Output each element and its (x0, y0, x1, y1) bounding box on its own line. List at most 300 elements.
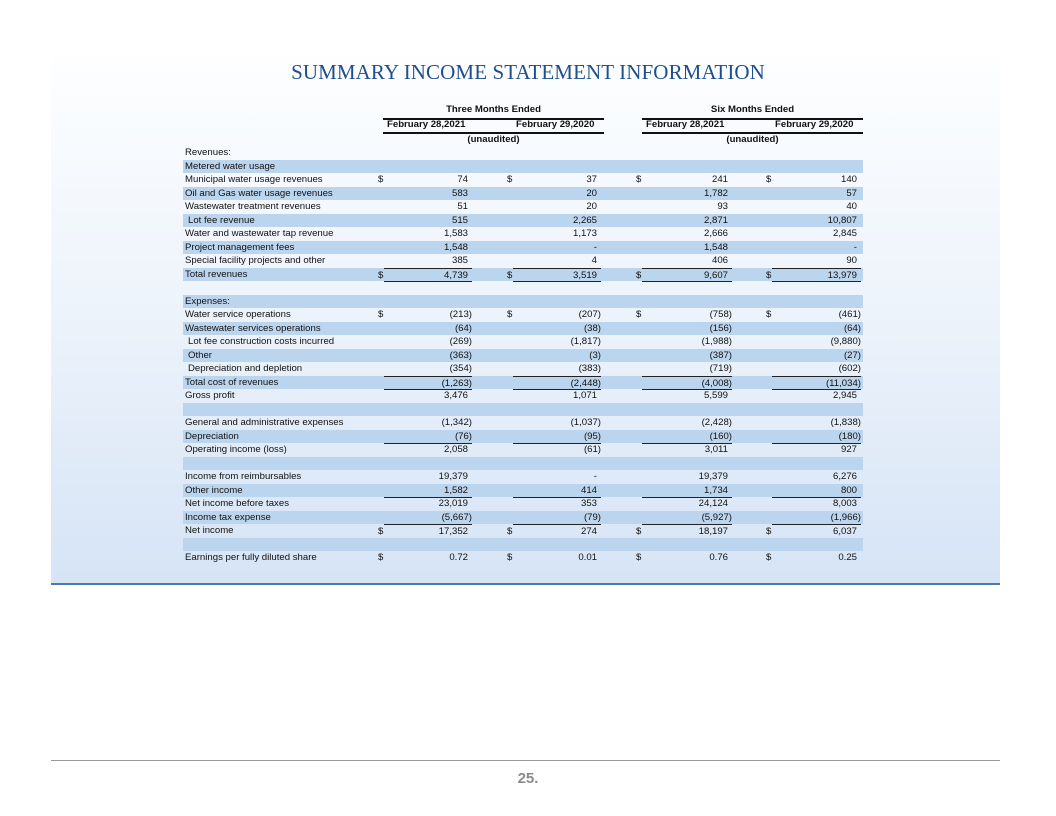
row-label: Lot fee revenue (188, 214, 255, 226)
value: (38) (583, 322, 601, 334)
value: - (593, 471, 597, 482)
row-label: General and administrative expenses (185, 417, 344, 428)
table-row (183, 362, 863, 376)
value: 19,379 (438, 471, 468, 482)
value-cell (513, 457, 601, 471)
value: 1,548 (703, 241, 728, 253)
value-cell (384, 443, 472, 457)
value-cell (642, 146, 732, 160)
value-cell (513, 214, 601, 228)
value-cell (642, 403, 732, 417)
value: 241 (711, 174, 728, 185)
table-row (183, 214, 863, 228)
value-cell (513, 470, 601, 484)
header-date: February 28,2021 (387, 119, 466, 130)
value-cell (384, 295, 472, 309)
value: 24,124 (698, 498, 728, 509)
table-row (183, 551, 863, 565)
table-row (183, 268, 863, 282)
value-cell (513, 376, 601, 390)
value: 8,003 (832, 498, 857, 509)
value: (79) (583, 511, 601, 523)
row-label: Expenses: (185, 295, 230, 307)
value-cell (642, 295, 732, 309)
value: 0.25 (838, 552, 857, 563)
value-cell (513, 146, 601, 160)
value: (3) (589, 349, 601, 361)
value-cell (513, 389, 601, 403)
value: (387) (709, 349, 732, 361)
value-cell (772, 187, 861, 201)
table-row (183, 295, 863, 309)
row-label: Revenues: (185, 147, 231, 158)
value: 140 (840, 174, 857, 185)
value-cell (772, 470, 861, 484)
row-label: Wastewater services operations (185, 322, 321, 334)
value-cell (384, 146, 472, 160)
value: 2,871 (703, 214, 728, 226)
header-group-three-months (383, 104, 604, 118)
currency-symbol: $ (378, 269, 384, 281)
table-row (183, 308, 863, 322)
value: 20 (586, 187, 597, 199)
row-label: Oil and Gas water usage revenues (185, 187, 333, 199)
currency-symbol: $ (766, 174, 772, 185)
row-label: Other (188, 349, 212, 361)
value: 13,979 (827, 269, 857, 281)
currency-symbol: $ (766, 526, 772, 537)
value-cell (384, 241, 472, 255)
table-row (183, 227, 863, 241)
value: (1,817) (570, 336, 601, 347)
value-cell (642, 349, 732, 363)
value: 515 (451, 214, 468, 226)
table-row (183, 497, 863, 511)
table-row (183, 457, 863, 471)
value-cell (772, 389, 861, 403)
table-row (183, 349, 863, 363)
value: (180) (838, 430, 861, 442)
value: (602) (838, 363, 861, 374)
value-cell (766, 268, 861, 282)
value: 4 (591, 255, 597, 266)
page-title: SUMMARY INCOME STATEMENT INFORMATION (291, 60, 765, 84)
value: 2,666 (703, 228, 728, 239)
value-cell (384, 497, 472, 511)
value-cell (513, 497, 601, 511)
value-cell (384, 376, 472, 390)
value: - (853, 241, 857, 253)
value: 4,739 (443, 269, 468, 281)
value: 1,548 (443, 241, 468, 253)
value-cell (766, 173, 861, 187)
table-row (183, 443, 863, 457)
value: (5,927) (701, 511, 732, 523)
value-cell (772, 281, 861, 295)
header-date: February 29,2020 (775, 119, 854, 130)
table-body (183, 146, 863, 565)
value: (64) (454, 322, 472, 334)
value-cell (772, 416, 861, 430)
currency-symbol: $ (636, 269, 642, 281)
currency-symbol: $ (378, 309, 384, 320)
value-cell (642, 187, 732, 201)
currency-symbol: $ (766, 552, 772, 563)
value: (1,263) (441, 377, 472, 389)
value-cell (642, 497, 732, 511)
value: (269) (449, 336, 472, 347)
value: (9,880) (830, 336, 861, 347)
value-cell (642, 254, 732, 268)
value-cell (772, 362, 861, 376)
value-cell (772, 430, 861, 444)
table-row (183, 200, 863, 214)
table-row (183, 173, 863, 187)
value-cell (513, 403, 601, 417)
currency-symbol: $ (766, 309, 772, 320)
value: (4,008) (701, 377, 732, 389)
value-cell (772, 146, 861, 160)
value: (207) (578, 309, 601, 320)
value-cell (384, 227, 472, 241)
value: 1,071 (572, 390, 597, 401)
row-label: Net income before taxes (185, 498, 289, 509)
value-cell (642, 511, 732, 525)
value: 51 (457, 201, 468, 212)
value-cell (507, 308, 601, 322)
value-cell (513, 160, 601, 174)
currency-symbol: $ (507, 174, 513, 185)
header-unaudited-note: (unaudited) (467, 134, 520, 145)
value-cell (513, 254, 601, 268)
row-label: Income tax expense (185, 511, 271, 523)
value: 0.72 (449, 552, 468, 563)
row-label: Water and wastewater tap revenue (185, 228, 334, 239)
value: 2,845 (832, 228, 857, 239)
value-cell (513, 281, 601, 295)
value-cell (772, 538, 861, 552)
value: 6,276 (832, 471, 857, 482)
header-group-label: Three Months Ended (446, 104, 541, 115)
header-group-six-months (642, 104, 863, 118)
value-cell (384, 254, 472, 268)
value-cell (513, 241, 601, 255)
value-cell (642, 470, 732, 484)
row-label: Special facility projects and other (185, 255, 326, 266)
table-row (183, 470, 863, 484)
value-cell (642, 416, 732, 430)
value: (64) (843, 322, 861, 334)
value-cell (642, 362, 732, 376)
row-label: Municipal water usage revenues (185, 174, 323, 185)
value-cell (772, 511, 861, 525)
value-cell (772, 227, 861, 241)
value: 3,519 (572, 269, 597, 281)
value-cell (384, 362, 472, 376)
row-label: Metered water usage (185, 160, 276, 172)
value: (1,838) (830, 417, 861, 428)
value: 0.76 (709, 552, 728, 563)
value-cell (384, 214, 472, 228)
row-label: Depreciation and depletion (188, 363, 303, 374)
row-label: Total cost of revenues (185, 376, 279, 388)
value: 74 (457, 174, 468, 185)
value: 40 (846, 201, 857, 212)
value-cell (642, 227, 732, 241)
value-cell (642, 322, 732, 336)
value-cell (642, 281, 732, 295)
table-row (183, 335, 863, 349)
value-cell (513, 416, 601, 430)
value-cell (772, 200, 861, 214)
value-cell (772, 457, 861, 471)
value-cell (642, 376, 732, 390)
value: (27) (843, 349, 861, 361)
table-row (183, 187, 863, 201)
value-cell (384, 160, 472, 174)
value-cell (513, 538, 601, 552)
value-cell (642, 443, 732, 457)
row-label: Water service operations (185, 309, 291, 320)
value-cell (384, 200, 472, 214)
value: 0.01 (578, 552, 597, 563)
value-cell (642, 214, 732, 228)
value-cell (513, 187, 601, 201)
value-cell (513, 322, 601, 336)
value: 20 (586, 201, 597, 212)
currency-symbol: $ (636, 526, 642, 537)
value: 2,945 (832, 390, 857, 401)
value-cell (384, 430, 472, 444)
value: (76) (454, 430, 472, 442)
value: 1,582 (443, 484, 468, 496)
value: 406 (711, 255, 728, 266)
value-cell (384, 349, 472, 363)
value-cell (384, 187, 472, 201)
row-label: Net income (185, 525, 234, 536)
currency-symbol: $ (378, 174, 384, 185)
header-date: February 28,2021 (646, 119, 725, 130)
value-cell (378, 268, 472, 282)
value-cell (772, 443, 861, 457)
value: 6,037 (832, 526, 857, 537)
value-cell (636, 524, 732, 538)
value: 57 (846, 187, 857, 199)
value-cell (513, 430, 601, 444)
value: 583 (451, 187, 468, 199)
value: 3,476 (443, 390, 468, 401)
value: (1,037) (570, 417, 601, 428)
row-label: Gross profit (185, 390, 235, 401)
value-cell (772, 349, 861, 363)
row-label: Depreciation (185, 430, 239, 442)
value-cell (384, 281, 472, 295)
row-label: Lot fee construction costs incurred (188, 336, 335, 347)
value-cell (507, 268, 601, 282)
row-label: Wastewater treatment revenues (185, 201, 321, 212)
currency-symbol: $ (507, 269, 513, 281)
row-label: Total revenues (185, 268, 248, 280)
value-cell (378, 551, 472, 565)
value-cell (772, 335, 861, 349)
value: (61) (583, 444, 601, 455)
value: (461) (838, 309, 861, 320)
value-cell (384, 403, 472, 417)
value-cell (384, 538, 472, 552)
value-cell (636, 308, 732, 322)
table-row (183, 524, 863, 538)
value-cell (513, 295, 601, 309)
value-cell (378, 524, 472, 538)
currency-symbol: $ (636, 552, 642, 563)
value-cell (772, 376, 861, 390)
table-row (183, 430, 863, 444)
table-row (183, 254, 863, 268)
value: 274 (580, 526, 597, 537)
value: (1,988) (701, 336, 732, 347)
table-row (183, 281, 863, 295)
value: (2,428) (701, 417, 732, 428)
value: (156) (709, 322, 732, 334)
value: 1,782 (703, 187, 728, 199)
row-label: Other income (185, 484, 243, 496)
currency-symbol: $ (507, 309, 513, 320)
currency-symbol: $ (378, 552, 384, 563)
value-cell (772, 322, 861, 336)
value: 93 (717, 201, 728, 212)
value: 90 (846, 255, 857, 266)
value: 18,197 (698, 526, 728, 537)
value-cell (642, 200, 732, 214)
table-row (183, 511, 863, 525)
value-cell (384, 484, 472, 498)
value: (5,667) (441, 511, 472, 523)
value: 2,058 (443, 444, 468, 455)
currency-symbol: $ (507, 526, 513, 537)
value: 17,352 (438, 526, 468, 537)
value: 10,807 (827, 214, 857, 226)
row-label: Income from reimbursables (185, 471, 302, 482)
value-cell (384, 322, 472, 336)
value-cell (378, 173, 472, 187)
header-unaudited-note: (unaudited) (726, 134, 779, 145)
value-cell (772, 295, 861, 309)
value-cell (642, 160, 732, 174)
value-cell (384, 470, 472, 484)
value: 23,019 (438, 498, 468, 509)
value: (11,034) (825, 377, 861, 389)
value-cell (513, 511, 601, 525)
value-cell (772, 484, 861, 498)
value-cell (507, 551, 601, 565)
value-cell (513, 227, 601, 241)
value-cell (384, 511, 472, 525)
value: (213) (449, 309, 472, 320)
value: - (593, 241, 597, 253)
value-cell (766, 551, 861, 565)
value-cell (507, 524, 601, 538)
value-cell (378, 308, 472, 322)
value-cell (772, 214, 861, 228)
currency-symbol: $ (636, 309, 642, 320)
value-cell (642, 457, 732, 471)
value: 353 (580, 498, 597, 509)
value: (354) (449, 363, 472, 374)
value: (160) (709, 430, 732, 442)
value: (719) (709, 363, 732, 374)
value: 927 (840, 444, 857, 455)
value-cell (766, 308, 861, 322)
value-cell (636, 551, 732, 565)
table-row (183, 322, 863, 336)
page-number: 25. (517, 770, 539, 787)
value-cell (766, 524, 861, 538)
value: 800 (840, 484, 857, 496)
value: 385 (451, 255, 468, 266)
value: 3,011 (704, 444, 728, 455)
value: 9,607 (703, 269, 728, 281)
value: (1,966) (830, 511, 861, 523)
table-row (183, 160, 863, 174)
value-cell (384, 416, 472, 430)
value: (95) (583, 430, 601, 442)
value: 1,734 (703, 484, 728, 496)
table-row (183, 416, 863, 430)
value-cell (772, 254, 861, 268)
value: (363) (449, 349, 472, 361)
value-cell (507, 173, 601, 187)
currency-symbol: $ (766, 269, 772, 281)
table-row (183, 376, 863, 390)
table-row (183, 484, 863, 498)
value-cell (642, 484, 732, 498)
header-date: February 29,2020 (516, 119, 595, 130)
value: (2,448) (570, 377, 601, 389)
table-row (183, 241, 863, 255)
table-row (183, 538, 863, 552)
currency-symbol: $ (378, 526, 384, 537)
value-cell (513, 484, 601, 498)
value-cell (513, 335, 601, 349)
currency-symbol: $ (507, 552, 513, 563)
value-cell (384, 335, 472, 349)
value-cell (772, 497, 861, 511)
value: (758) (709, 309, 732, 320)
value: 5,599 (703, 390, 728, 401)
value: 2,265 (572, 214, 597, 226)
value-cell (642, 389, 732, 403)
value-cell (772, 403, 861, 417)
row-label: Operating income (loss) (185, 444, 287, 455)
table-row (183, 389, 863, 403)
value: 414 (580, 484, 597, 496)
value: (383) (578, 363, 601, 374)
value: 1,583 (443, 228, 468, 239)
value-cell (772, 160, 861, 174)
table-row (183, 403, 863, 417)
value-cell (513, 362, 601, 376)
value: 19,379 (698, 471, 728, 482)
header-group-label: Six Months Ended (710, 104, 795, 115)
value-cell (636, 173, 732, 187)
value-cell (772, 241, 861, 255)
value-cell (642, 241, 732, 255)
value-cell (513, 349, 601, 363)
value: 37 (586, 174, 597, 185)
row-label: Earnings per fully diluted share (185, 552, 317, 563)
currency-symbol: $ (636, 174, 642, 185)
table-row (183, 146, 863, 160)
